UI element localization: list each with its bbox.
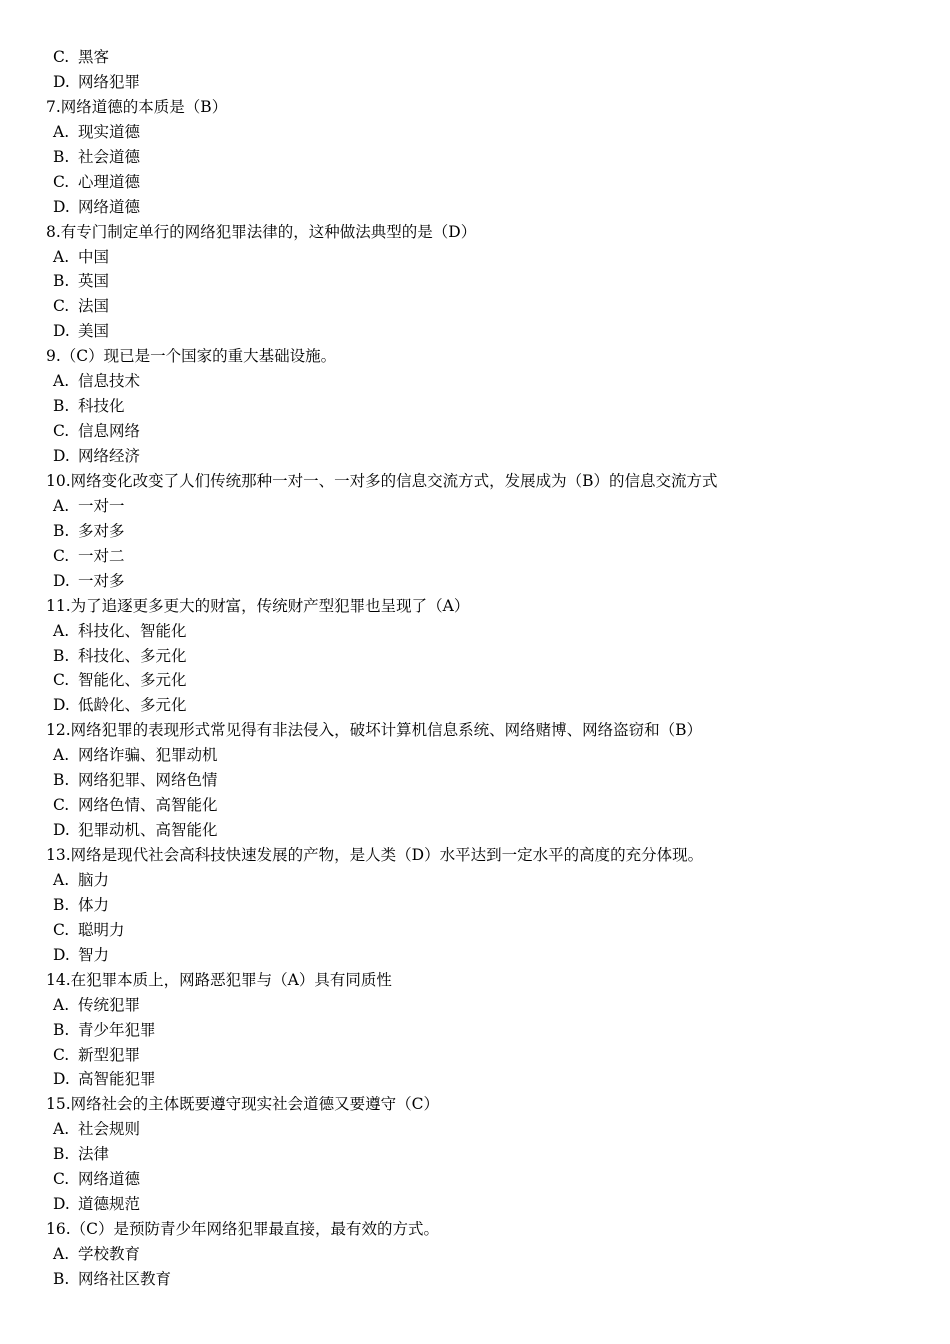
option-line [0, 1043, 950, 1068]
option-text: 法国 [78, 297, 110, 316]
question-text: 网络是现代社会高科技快速发展的产物，是人类（D）水平达到一定水平的高度的充分体现。 [70, 846, 704, 864]
option-letter: B. [53, 521, 70, 540]
option-line [0, 644, 950, 669]
option-letter: B. [53, 272, 70, 291]
option-letter: A. [53, 995, 70, 1014]
option-letter: C. [53, 48, 70, 66]
option-letter: B. [53, 1020, 70, 1039]
option-letter: A. [53, 746, 70, 765]
option-text: 网络色情、高智能化 [78, 796, 218, 815]
option-letter: A. [53, 621, 70, 640]
option-text: 美国 [78, 322, 110, 341]
option-line [0, 569, 950, 594]
option-line [0, 369, 950, 394]
option-text: 体力 [78, 895, 110, 914]
option-letter: B. [53, 147, 70, 166]
option-line [0, 1242, 950, 1267]
option-line [0, 120, 950, 145]
option-line [0, 768, 950, 793]
option-letter: D. [53, 322, 70, 341]
question-line [0, 469, 950, 494]
question-text: 有专门制定单行的网络犯罪法律的，这种做法典型的是（D） [60, 222, 477, 241]
option-text: 脑力 [78, 870, 110, 889]
option-text: 智力 [78, 945, 110, 964]
option-letter: C. [53, 172, 70, 191]
question-line [0, 220, 950, 245]
option-line [0, 294, 950, 319]
option-line [0, 893, 950, 918]
option-text: 网络犯罪 [78, 72, 141, 91]
option-letter: A. [53, 372, 70, 391]
option-text: 学校教育 [78, 1245, 141, 1263]
option-text: 黑客 [78, 48, 110, 66]
option-letter: B. [53, 895, 70, 914]
option-text: 科技化、多元化 [78, 646, 187, 665]
option-letter: B. [53, 646, 70, 665]
option-text: 网络经济 [78, 447, 141, 465]
question-text: 网络道德的本质是（B） [60, 97, 228, 116]
option-letter: A. [53, 870, 70, 889]
option-letter: C. [53, 1045, 70, 1064]
question-text: 网络社会的主体既要遵守现实社会道德又要遵守（C） [70, 1095, 440, 1114]
question-text: 网络犯罪的表现形式常见得有非法侵入，破坏计算机信息系统、网络赌博、网络盗窃和（B） [70, 721, 703, 740]
option-line [0, 145, 950, 170]
option-line [0, 444, 950, 469]
option-text: 智能化、多元化 [78, 671, 187, 690]
question-number: 9. [46, 347, 61, 366]
option-letter: B. [53, 771, 70, 790]
question-number: 13. [46, 846, 71, 864]
option-line [0, 943, 950, 968]
option-text: 中国 [78, 247, 110, 266]
option-line [0, 1117, 950, 1142]
option-text: 一对二 [78, 546, 125, 565]
option-letter: B. [53, 397, 70, 416]
question-line [0, 718, 950, 743]
option-line [0, 668, 950, 693]
option-text: 网络犯罪、网络色情 [78, 771, 218, 790]
option-line [0, 519, 950, 544]
option-text: 网络社区教育 [78, 1269, 172, 1288]
option-letter: C. [53, 546, 70, 565]
option-letter: B. [53, 1269, 70, 1288]
option-letter: A. [53, 122, 70, 141]
option-letter: A. [53, 247, 70, 266]
option-letter: D. [53, 447, 70, 465]
option-line [0, 1267, 950, 1292]
option-line [0, 1018, 950, 1043]
option-line [0, 868, 950, 893]
option-letter: C. [53, 796, 70, 815]
question-line [0, 968, 950, 993]
option-line [0, 269, 950, 294]
option-line [0, 319, 950, 344]
question-number: 7. [46, 97, 61, 116]
option-line [0, 1067, 950, 1092]
option-line [0, 1142, 950, 1167]
option-line [0, 743, 950, 768]
option-letter: C. [53, 671, 70, 690]
option-text: 多对多 [78, 521, 125, 540]
option-text: 信息技术 [78, 372, 141, 391]
question-number: 16. [46, 1220, 71, 1239]
question-number: 14. [46, 970, 71, 989]
option-text: 一对一 [78, 496, 125, 515]
option-line [0, 693, 950, 718]
option-text: 新型犯罪 [78, 1045, 141, 1064]
question-text: 在犯罪本质上，网路恶犯罪与（A）具有同质性 [70, 970, 392, 989]
option-letter: A. [53, 496, 70, 515]
question-text: 网络变化改变了人们传统那种一对一、一对多的信息交流方式，发展成为（B）的信息交流方式 [70, 471, 718, 490]
option-text: 科技化 [78, 397, 125, 416]
option-line [0, 619, 950, 644]
question-number: 10. [46, 471, 71, 490]
option-letter: C. [53, 920, 70, 939]
option-line [0, 419, 950, 444]
option-text: 犯罪动机、高智能化 [78, 821, 218, 840]
option-line [0, 793, 950, 818]
option-letter: D. [53, 197, 70, 216]
option-letter: C. [53, 422, 70, 441]
option-letter: B. [53, 1145, 70, 1164]
option-letter: D. [53, 571, 70, 590]
option-letter: A. [53, 1245, 70, 1263]
question-number: 12. [46, 721, 71, 740]
option-line [0, 195, 950, 220]
question-line [0, 843, 950, 868]
option-letter: C. [53, 1170, 70, 1189]
option-text: 网络诈骗、犯罪动机 [78, 746, 218, 765]
question-line [0, 594, 950, 619]
option-text: 聪明力 [78, 920, 125, 939]
option-text: 科技化、智能化 [78, 621, 187, 640]
option-text: 社会规则 [78, 1120, 141, 1139]
option-letter: D. [53, 696, 70, 715]
option-line [0, 394, 950, 419]
option-line [0, 70, 950, 95]
option-letter: C. [53, 297, 70, 316]
option-line [0, 544, 950, 569]
option-letter: D. [53, 945, 70, 964]
question-line [0, 344, 950, 369]
question-number: 15. [46, 1095, 71, 1114]
option-letter: D. [53, 1195, 70, 1214]
option-text: 青少年犯罪 [78, 1020, 156, 1039]
option-text: 信息网络 [78, 422, 141, 441]
option-line [0, 818, 950, 843]
option-letter: D. [53, 72, 70, 91]
question-text: （C）是预防青少年网络犯罪最直接，最有效的方式。 [70, 1220, 440, 1239]
option-text: 法律 [78, 1145, 110, 1164]
option-line [0, 1192, 950, 1217]
option-letter: D. [53, 1070, 70, 1089]
option-line [0, 45, 950, 70]
option-line [0, 170, 950, 195]
option-text: 道德规范 [78, 1195, 141, 1214]
option-text: 社会道德 [78, 147, 141, 166]
question-text: 为了追逐更多更大的财富，传统财产型犯罪也呈现了（A） [70, 596, 470, 615]
question-line [0, 1217, 950, 1242]
option-line [0, 918, 950, 943]
option-line [0, 245, 950, 270]
option-text: 现实道德 [78, 122, 141, 141]
question-line [0, 95, 950, 120]
option-letter: D. [53, 821, 70, 840]
option-text: 心理道德 [78, 172, 141, 191]
option-text: 高智能犯罪 [78, 1070, 156, 1089]
question-line [0, 1092, 950, 1117]
question-text: （C）现已是一个国家的重大基础设施。 [60, 347, 337, 366]
option-text: 网络道德 [78, 197, 141, 216]
option-line [0, 1167, 950, 1192]
option-text: 英国 [78, 272, 110, 291]
option-line [0, 494, 950, 519]
option-line [0, 993, 950, 1018]
question-number: 8. [46, 222, 61, 241]
option-letter: A. [53, 1120, 70, 1139]
option-text: 一对多 [78, 571, 125, 590]
option-text: 传统犯罪 [78, 995, 141, 1014]
option-text: 网络道德 [78, 1170, 141, 1189]
question-number: 11. [46, 596, 71, 615]
option-text: 低龄化、多元化 [78, 696, 187, 715]
